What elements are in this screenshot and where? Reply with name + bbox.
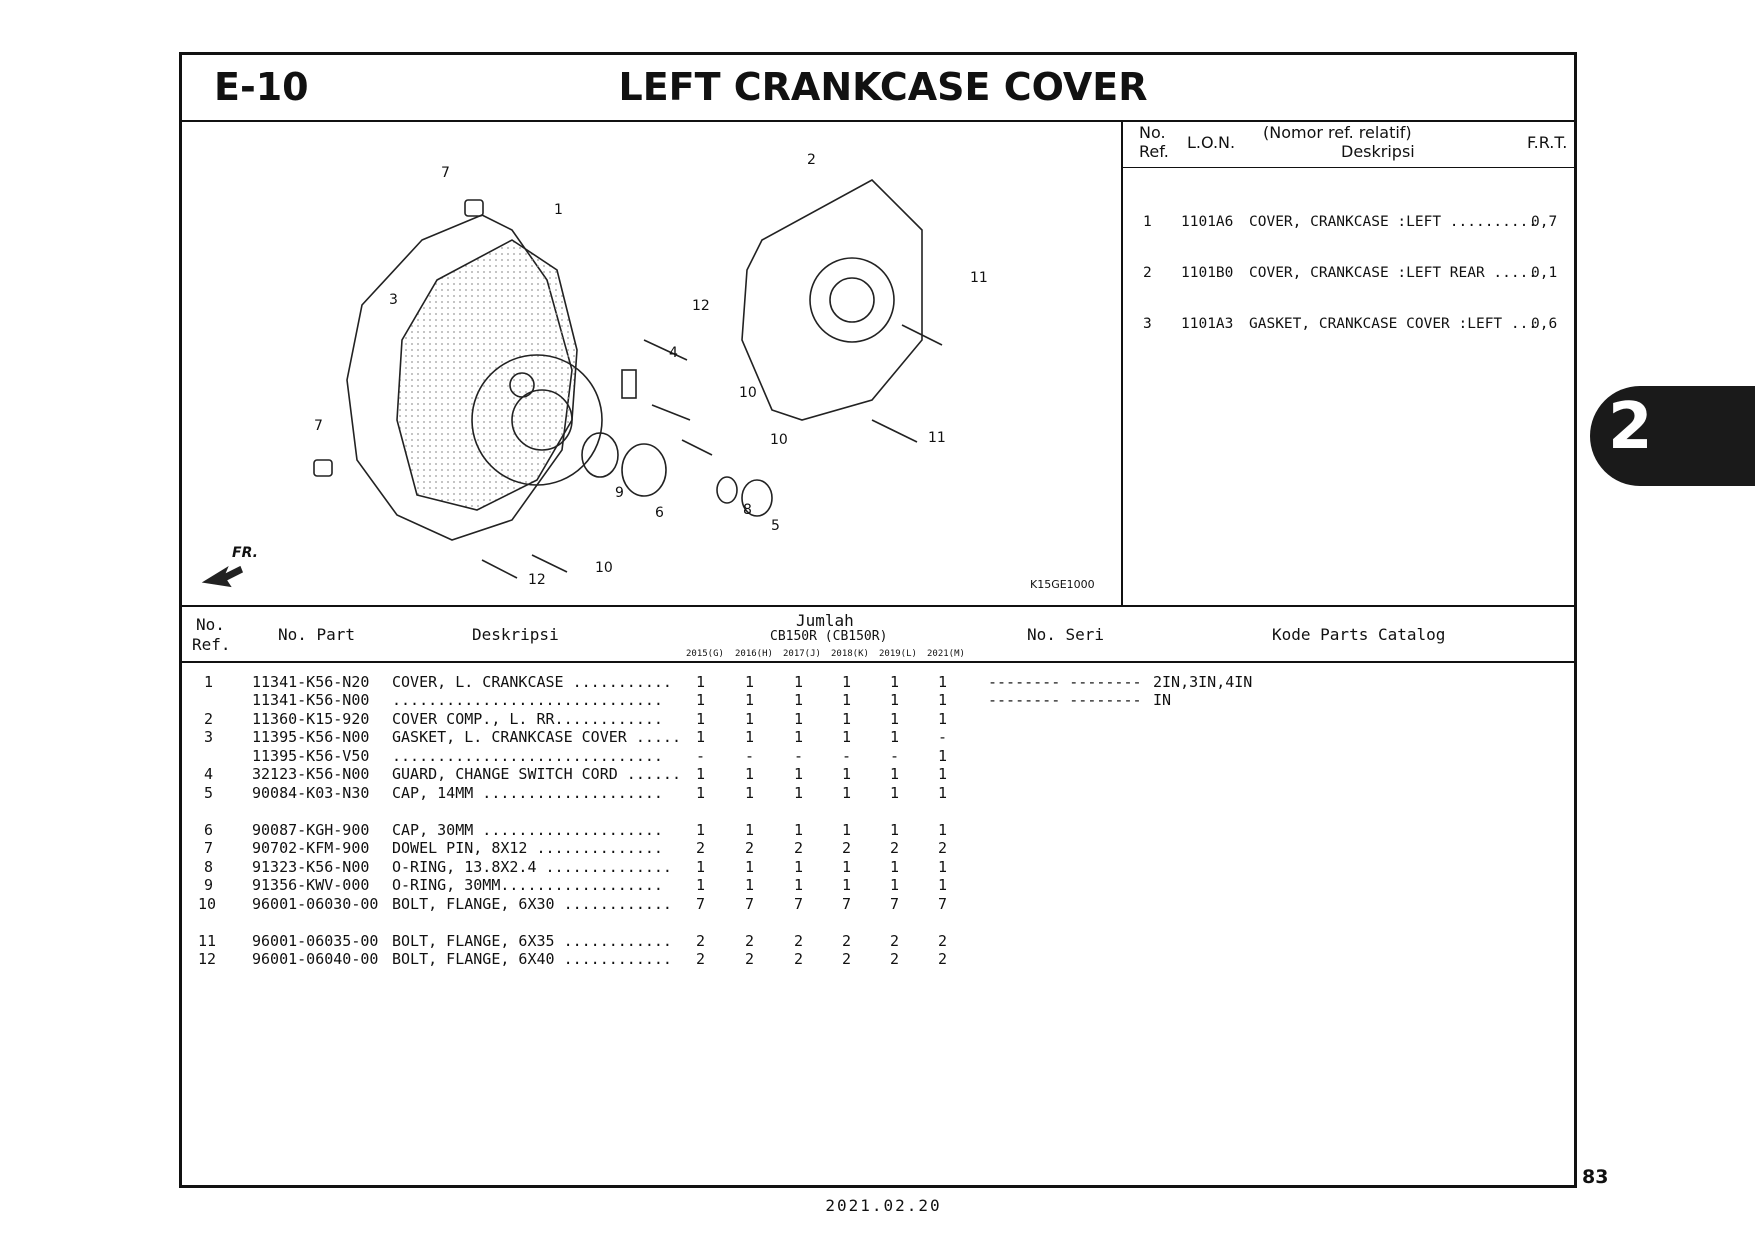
image-code: K15GE1000 [1030,578,1095,591]
table-row: 12 96001-06040-00 BOLT, FLANGE, 6X40 ............ 2 2 2 2 2 2 [198,950,948,968]
page-title: LEFT CRANKCASE COVER [618,65,1148,109]
table-row: 10 96001-06030-00 BOLT, FLANGE, 6X30 ............ 7 7 7 7 7 7 [198,895,948,913]
table-row: 8 91323-K56-N00 O-RING, 13.8X2.4 .............. 1 1 1 1 1 1 [204,858,948,876]
table-row: 3 11395-K56-N00 GASKET, L. CRANKCASE COVER ..... 1 1 1 1 1 - [204,728,948,746]
o-ring-13-shape [717,477,737,503]
table-row: 11341-K56-N00 .............................. 1 1 1 1 1 1 -------- -------- IN [252,691,1172,709]
callout-label: 7 [441,165,450,181]
table-row: 6 90087-KGH-900 CAP, 30MM .................... 1 1 1 1 1 1 [204,821,948,839]
callout-label: 10 [739,385,757,401]
exploded-diagram [182,120,1123,605]
lon-row: 3 1101A3 GASKET, CRANKCASE COVER :LEFT ...0,6 [1143,316,1558,332]
parts-table-header: No. Ref. No. Part Deskripsi Jumlah CB150R (CB150R) 2015(G) 2016(H) 2017(J) 2018(K) 2019(L) 2021(M) No. Seri Kode Parts Catalog [182,605,1574,663]
callout-label: 5 [771,518,780,534]
callout-label: 11 [970,270,988,286]
lon-row: 1 1101A6 COVER, CRANKCASE :LEFT ..........0,7 [1143,214,1558,230]
dowel-pin-shape [314,460,332,476]
page-header [182,55,1574,122]
rear-cover-shape [742,180,922,420]
table-row: 9 91356-KWV-000 O-RING, 30MM.................. 1 1 1 1 1 1 [204,876,948,894]
o-ring-30-shape [582,433,618,477]
callout-label: 8 [743,502,752,518]
section-tab: 2 [1590,386,1755,486]
table-row: 4 32123-K56-N00 GUARD, CHANGE SWITCH CORD ...... 1 1 1 1 1 1 [204,765,948,783]
callout-label: 12 [692,298,710,314]
callout-label: 10 [770,432,788,448]
callout-label: 10 [595,560,613,576]
callout-label: 2 [807,152,816,168]
front-arrow-icon [204,567,242,586]
bolt-shape [682,440,712,455]
callout-label: 7 [314,418,323,434]
guard-shape [622,370,636,398]
section-code: E-10 [214,65,309,109]
callout-label: 9 [615,485,624,501]
bolt-shape [532,555,567,572]
rear-cover-inner [830,278,874,322]
crankcase-cover-shape [397,240,577,510]
print-date: 2021.02.20 [825,1196,942,1215]
table-row: 1 11341-K56-N20 COVER, L. CRANKCASE ........... 1 1 1 1 1 1 -------- -------- 2IN,3IN,4IN [204,673,1253,691]
table-row: 7 90702-KFM-900 DOWEL PIN, 8X12 .............. 2 2 2 2 2 2 [204,839,948,857]
callout-label: 3 [389,292,398,308]
lon-table-header: No. Ref. L.O.N. (Nomor ref. relatif) Deskripsi F.R.T. [1123,120,1577,168]
table-row: 11 96001-06035-00 BOLT, FLANGE, 6X35 ............ 2 2 2 2 2 2 [198,932,948,950]
callout-label: 6 [655,505,664,521]
diagram-drawing [182,120,1121,605]
bolt-shape [644,340,687,360]
table-row: 2 11360-K15-920 COVER COMP., L. RR............ 1 1 1 1 1 1 [204,710,948,728]
page-number: 83 [1582,1166,1609,1188]
table-row: 5 90084-K03-N30 CAP, 14MM .................... 1 1 1 1 1 1 [204,784,948,802]
page-frame [179,52,1577,1188]
lon-table-rows [1143,180,1557,367]
dowel-pin-shape [465,200,483,216]
lon-row: 2 1101B0 COVER, CRANKCASE :LEFT REAR .....0,1 [1143,265,1558,281]
table-row: 11395-K56-V50 .............................. - - - - - 1 [252,747,948,765]
lon-table [1123,120,1577,605]
bolt-shape [652,405,690,420]
callout-label: 12 [528,572,546,588]
callout-label: 11 [928,430,946,446]
rear-cover-ring [810,258,894,342]
front-label: FR. [232,545,258,561]
bolt-shape [872,420,917,442]
callout-label: 1 [554,202,563,218]
callout-label: 4 [669,345,678,361]
bolt-shape [482,560,517,578]
cap-30-shape [622,444,666,496]
